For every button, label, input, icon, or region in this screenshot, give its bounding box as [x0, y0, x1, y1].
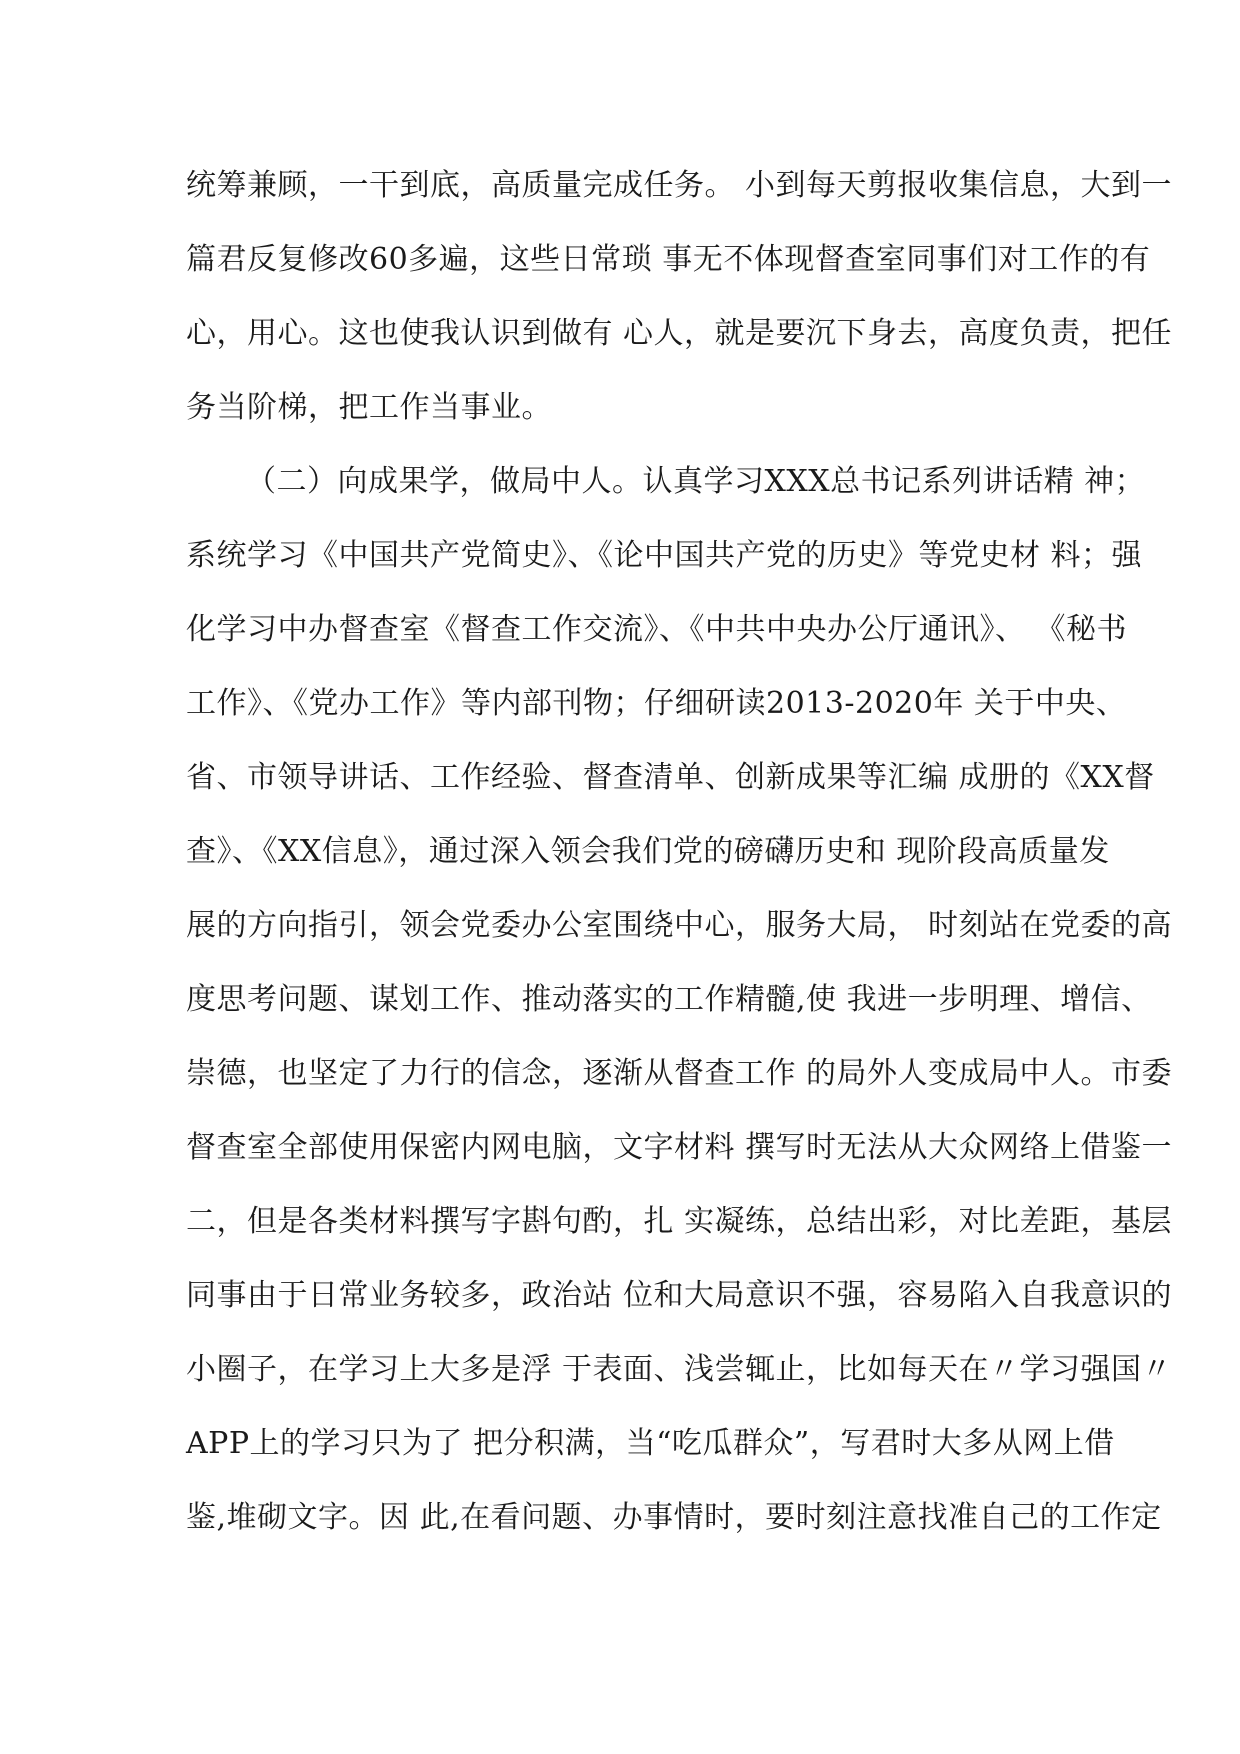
paragraph-2-line-9: 崇德，也坚定了力行的信念，逐渐从督查工作 的局外人变成局中人。市委	[186, 1056, 1173, 1091]
paragraph-2-line-14: APP上的学习只为了 把分积满，当“吃瓜群众”，写君时大多从网上借	[186, 1426, 1115, 1461]
paragraph-2-line-5: 省、市领导讲话、工作经验、督查清单、创新成果等汇编 成册的《XX督	[186, 760, 1155, 795]
paragraph-2-line-13: 小圈子，在学习上大多是浮 于表面、浅尝辄止，比如每天在〃学习强国〃	[186, 1352, 1173, 1387]
document-body	[186, 162, 1173, 1568]
paragraph-1-line-2: 篇君反复修改60多遍，这些日常琐 事无不体现督查室同事们对工作的有	[186, 242, 1151, 277]
paragraph-2-line-8: 度思考问题、谋划工作、推动落实的工作精髓,使 我进一步明理、增信、	[186, 982, 1152, 1017]
paragraph-2-line-10: 督查室全部使用保密内网电脑，文字材料 撰写时无法从大众网络上借鉴一	[186, 1130, 1173, 1165]
paragraph-2-line-2: 系统学习《中国共产党简史》、《论中国共产党的历史》等党史材 料；强	[186, 538, 1143, 573]
paragraph-2-line-4: 工作》、《党办工作》等内部刊物；仔细研读2013-2020年 关于中央、	[186, 686, 1127, 721]
paragraph-2-line-11: 二，但是各类材料撰写字斟句酌，扎 实凝练，总结出彩，对比差距，基层	[186, 1204, 1173, 1239]
paragraph-2-line-6: 查》、《XX信息》，通过深入领会我们党的磅礴历史和 现阶段高质量发	[186, 834, 1110, 869]
paragraph-2-line-3: 化学习中办督查室《督查工作交流》、《中共中央办公厅通讯》、 《秘书	[186, 612, 1128, 647]
paragraph-2-line-12: 同事由于日常业务较多，政治站 位和大局意识不强，容易陷入自我意识的	[186, 1278, 1173, 1313]
paragraph-2-line-7: 展的方向指引，领会党委办公室围绕中心，服务大局， 时刻站在党委的高	[186, 908, 1173, 943]
paragraph-2-line-1: （二）向成果学，做局中人。认真学习XXX总书记系列讲话精 神；	[246, 464, 1146, 499]
paragraph-2-line-15: 鉴,堆砌文字。因 此,在看问题、办事情时，要时刻注意找准自己的工作定	[186, 1500, 1162, 1535]
paragraph-1-line-3: 心，用心。这也使我认识到做有 心人，就是要沉下身去，高度负责，把任	[186, 316, 1173, 351]
paragraph-1-line-4: 务当阶梯，把工作当事业。	[186, 390, 552, 425]
paragraph-1-line-1: 统筹兼顾，一干到底，高质量完成任务。 小到每天剪报收集信息，大到一	[186, 168, 1173, 203]
